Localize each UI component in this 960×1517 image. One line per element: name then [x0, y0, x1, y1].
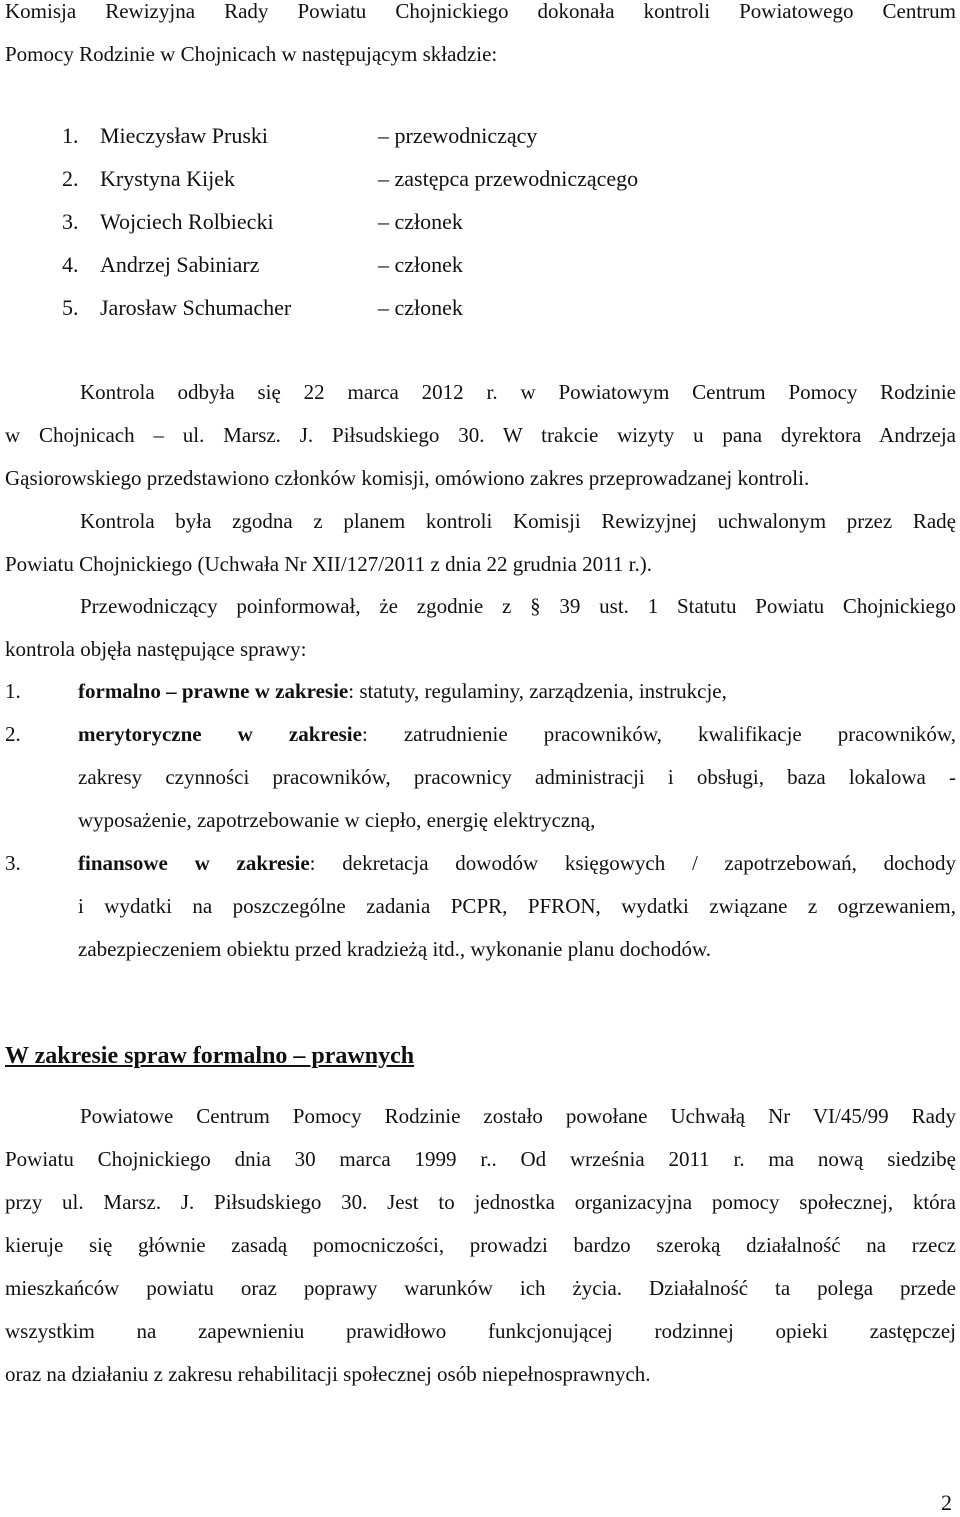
- scope-item-title: formalno – prawne w zakresie: [78, 679, 349, 703]
- paragraph-line: Powiatowe Centrum Pomocy Rodzinie zostało powołane Uchwałą Nr VI/45/99 Rady: [80, 1104, 956, 1128]
- member-number: 1.: [62, 123, 79, 148]
- scope-item-number: 1.: [5, 679, 21, 703]
- intro-line-2: Pomocy Rodzinie w Chojnicach w następującym składzie:: [5, 42, 498, 66]
- scope-item-line: [78, 713, 956, 756]
- paragraph-line: oraz na działaniu z zakresu rehabilitacji społecznej osób niepełnosprawnych.: [5, 1362, 651, 1386]
- member-number: 2.: [62, 166, 79, 191]
- scope-item-text: : dekretacja dowodów księgowych / zapotrzebowań, dochody: [309, 851, 956, 875]
- scope-intro-paragraph: [5, 585, 956, 671]
- member-name: Wojciech Rolbiecki: [100, 209, 274, 234]
- plan-compliance-paragraph: [5, 500, 956, 586]
- paragraph-line: przy ul. Marsz. J. Piłsudskiego 30. Jest to jednostka organizacyjna pomocy społecznej, która: [5, 1190, 956, 1214]
- scope-item: [5, 670, 956, 713]
- paragraph-line: Gąsiorowskiego przedstawiono członków komisji, omówiono zakres przeprowadzanej kontroli.: [5, 466, 810, 490]
- paragraph-line: Kontrola była zgodna z planem kontroli Komisji Rewizyjnej uchwalonym przez Radę: [80, 509, 956, 533]
- member-role: – zastępca przewodniczącego: [378, 166, 639, 191]
- member-role: – członek: [378, 252, 463, 277]
- scope-list: [5, 670, 956, 971]
- scope-item: [5, 842, 956, 971]
- paragraph-line: Przewodniczący poinformował, że zgodnie z § 39 ust. 1 Statutu Powiatu Chojnickiego: [80, 594, 956, 618]
- scope-item-line: i wydatki na poszczególne zadania PCPR, PFRON, wydatki związane z ogrzewaniem,: [78, 894, 956, 918]
- member-number: 5.: [62, 295, 79, 320]
- scope-item-line: zabezpieczeniem obiektu przed kradzieżą itd., wykonanie planu dochodów.: [78, 937, 712, 961]
- member-number: 4.: [62, 252, 79, 277]
- paragraph-line: Powiatu Chojnickiego (Uchwała Nr XII/127/2011 z dnia 22 grudnia 2011 r.).: [5, 552, 652, 576]
- inspection-date-paragraph: [5, 371, 956, 500]
- paragraph-line: Powiatu Chojnickiego dnia 30 marca 1999 r.. Od września 2011 r. ma nową siedzibę: [5, 1147, 956, 1171]
- scope-item-number: 3.: [5, 851, 21, 875]
- scope-item-text: : zatrudnienie pracowników, kwalifikacje pracowników,: [361, 722, 956, 746]
- page-number: 2: [941, 1490, 952, 1515]
- member-role: – członek: [378, 209, 463, 234]
- section-paragraph: [5, 1095, 956, 1396]
- member-name: Andrzej Sabiniarz: [100, 252, 260, 277]
- scope-item: [5, 713, 956, 842]
- member-name: Krystyna Kijek: [100, 166, 236, 191]
- member-name: Jarosław Schumacher: [100, 295, 292, 320]
- member-number: 3.: [62, 209, 79, 234]
- paragraph-line: kieruje się głównie zasadą pomocniczości, prowadzi bardzo szeroką działalność na rzecz: [5, 1233, 956, 1257]
- scope-item-title: merytoryczne w zakresie: [78, 722, 362, 746]
- scope-item-line: wyposażenie, zapotrzebowanie w ciepło, energię elektryczną,: [78, 808, 596, 832]
- paragraph-line: wszystkim na zapewnieniu prawidłowo funkcjonującej rodzinnej opieki zastępczej: [5, 1319, 956, 1343]
- intro-line-1: Komisja Rewizyjna Rady Powiatu Chojnickiego dokonała kontroli Powiatowego Centrum: [5, 0, 956, 23]
- member-name: Mieczysław Pruski: [100, 123, 269, 148]
- scope-item-line: zakresy czynności pracowników, pracownicy administracji i obsługi, baza lokalowa -: [78, 765, 956, 789]
- paragraph-line: kontrola objęła następujące sprawy:: [5, 637, 307, 661]
- paragraph-line: Kontrola odbyła się 22 marca 2012 r. w Powiatowym Centrum Pomocy Rodzinie: [80, 380, 956, 404]
- intro-paragraph: [5, 0, 956, 76]
- scope-item-number: 2.: [5, 722, 21, 746]
- scope-item-title: finansowe w zakresie: [78, 851, 310, 875]
- scope-item-line: [78, 842, 956, 885]
- scope-item-line: [78, 670, 956, 713]
- member-role: – przewodniczący: [378, 123, 538, 148]
- section-heading: W zakresie spraw formalno – prawnych: [5, 1043, 415, 1069]
- member-role: – członek: [378, 295, 463, 320]
- paragraph-line: w Chojnicach – ul. Marsz. J. Piłsudskiego 30. W trakcie wizyty u pana dyrektora Andrzeja: [5, 423, 956, 447]
- paragraph-line: mieszkańców powiatu oraz poprawy warunków ich życia. Działalność ta polega przede: [5, 1276, 956, 1300]
- scope-item-text: : statuty, regulaminy, zarządzenia, instrukcje,: [348, 679, 727, 703]
